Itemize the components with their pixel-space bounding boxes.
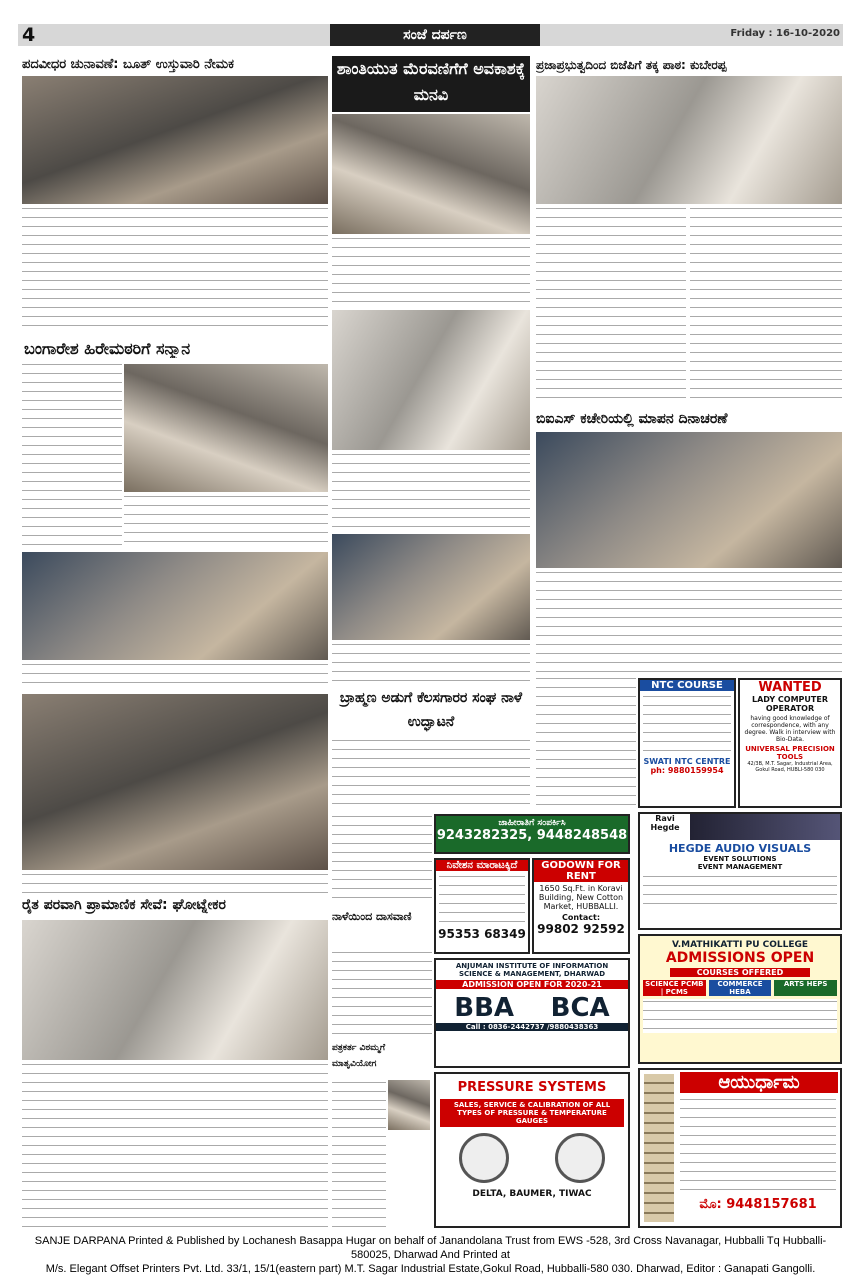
ad-college-science: SCIENCE PCMB | PCMS — [643, 980, 706, 996]
gauge-icon — [459, 1133, 509, 1183]
ad-anjuman-bba: BBA — [454, 993, 515, 1023]
ad-plots-title: ನಿವೇಶನ ಮಾರಾಟಕ್ಕಿದೆ — [436, 860, 528, 871]
article-bis-text — [536, 570, 842, 674]
headline-booth: ಪದವೀಧರ ಚುನಾವಣೆ: ಬೂತ್ ಉಸ್ತುವಾರಿ ನೇಮಕ — [22, 57, 234, 72]
ad-hegde-name: Ravi Hegde — [650, 814, 680, 832]
article-kuberappa-text-2 — [690, 206, 842, 404]
caption-felicitation — [124, 494, 328, 550]
masthead: ಸಂಜೆ ದರ್ಪಣ — [330, 24, 540, 46]
ad-ayur-phone: ಮೊ: 9448157681 — [699, 1197, 817, 1212]
photo-obituary — [388, 1080, 430, 1130]
article-ghotnekar-text — [22, 1062, 328, 1228]
headline-obituary: ಪತ್ರಕರ್ತ ವಿಠಮ್ಮಗೆ ಮಾತೃವಿಯೋಗ — [332, 1043, 386, 1069]
article-cooks-union-text — [332, 738, 530, 810]
stage-image — [690, 814, 840, 840]
issue-date: Friday : 16-10-2020 — [730, 28, 840, 39]
ad-pressure-dist: DELTA, BAUMER, TIWAC — [472, 1189, 592, 1199]
ad-godown-phone: 99802 92592 — [537, 922, 625, 936]
ad-anjuman-name: ANJUMAN INSTITUTE OF INFORMATION SCIENCE & MANAGEMENT, DHARWAD — [455, 962, 609, 978]
ad-wanted-title: WANTED — [758, 680, 822, 695]
caption-women-group — [22, 662, 328, 690]
headline-dasavani: ನಾಳೆಯಿಂದ ದಾಸವಾಣಿ — [332, 910, 412, 923]
footer-imprint — [18, 1234, 843, 1276]
headline-kuberappa: ಪ್ರಜಾಪ್ರಭುತ್ವದಿಂದ ಬಿಜೆಪಿಗೆ ತಕ್ಕ ಪಾಠ: ಕುಬೇರಪ್ಪ — [536, 58, 727, 72]
caption-cm-meeting — [332, 452, 530, 530]
photo-procession — [332, 114, 530, 234]
footer-line-1: SANJE DARPANA Printed & Published by Lochanesh Basappa Hugar on behalf of Janandolana Trust from EWS -528, 3rd Cross Navanagar, Hubballi Tq Hubballi- 580025, Dharwad And Printed at — [34, 1235, 827, 1261]
photo-women-group — [22, 552, 328, 660]
article-booth-text — [22, 206, 328, 334]
ad-wanted-company: UNIVERSAL PRECISION TOOLS — [745, 745, 835, 761]
photo-police-event — [22, 694, 328, 870]
photo-cm-meeting — [332, 310, 530, 450]
ad-college-title: ADMISSIONS OPEN — [665, 950, 815, 966]
ad-college-name: V.MATHIKATTI PU COLLEGE — [671, 940, 809, 950]
ad-godown — [532, 858, 630, 954]
ad-ayur-title: ಆಯುರ್ಧಾಮ — [680, 1072, 838, 1093]
ad-plots — [434, 858, 530, 954]
ad-godown-title: GODOWN FOR RENT — [534, 860, 628, 882]
headline-cooks-union: ಬ್ರಾಹ್ಮಣ ಅಡುಗೆ ಕೆಲಸಗಾರರ ಸಂಘ ನಾಳೆ ಉದ್ಘಾಟನೆ — [339, 690, 523, 730]
ad-college-commerce: COMMERCE HEBA — [709, 980, 772, 996]
ad-anjuman-admission: ADMISSION OPEN FOR 2020-21 — [436, 980, 628, 989]
ad-hegde — [638, 812, 842, 930]
ad-godown-contact: Contact: — [561, 913, 601, 922]
ad-contact-phones: 9243282325, 9448248548 — [436, 828, 628, 843]
photo-indoor-gathering — [332, 534, 530, 640]
article-cooks-continued — [332, 814, 432, 904]
article-dasavani-text — [332, 950, 432, 1036]
photo-kuberappa — [536, 76, 842, 204]
ad-hegde-service-1: EVENT SOLUTIONS — [703, 855, 777, 863]
photo-meeting-hall — [22, 920, 328, 1060]
ad-anjuman-bca: BCA — [550, 993, 610, 1023]
ad-hegde-title: HEGDE AUDIO VISUALS — [668, 842, 812, 855]
page-number: 4 — [22, 24, 36, 46]
photo-felicitation — [124, 364, 328, 492]
ad-college — [638, 934, 842, 1064]
spine-icon — [644, 1074, 674, 1222]
ad-contact-label: ಜಾಹೀರಾತಿಗೆ ಸಂಪರ್ಕಿಸಿ — [498, 818, 566, 828]
headline-ghotnekar: ರೈತ ಪರವಾಗಿ ಪ್ರಾಮಾಣಿಕ ಸೇವೆ: ಘೋಟ್ನೇಕರ — [22, 897, 226, 913]
caption-indoor-gathering — [332, 642, 530, 682]
ad-wanted-address: 42/3B, M.T. Sagar, Industrial Area, Gokul Road, HUBLI-580 030 — [747, 761, 833, 773]
footer-line-2: M/s. Elegant Offset Printers Pvt. Ltd. 33/1, 15/1(eastern part) M.T. Sagar Industrial Estate,Gokul Road, Hubballi-580 030. Dharwad, Editor : Ganapati Gangolli. — [45, 1263, 816, 1275]
ad-wanted-role: LADY COMPUTER OPERATOR — [752, 695, 828, 713]
ad-pressure-body: SALES, SERVICE & CALIBRATION OF ALL TYPES OF PRESSURE & TEMPERATURE GAUGES — [440, 1099, 624, 1127]
headline-procession: ಶಾಂತಿಯುತ ಮೆರವಣಿಗೆಗೆ ಅವಕಾಶಕ್ಕೆ ಮನವಿ — [332, 56, 530, 112]
article-bis-continued — [536, 676, 636, 810]
ad-ntc-title: NTC COURSE — [640, 680, 734, 691]
article-procession-text — [332, 236, 530, 308]
ad-ntc — [638, 678, 736, 808]
article-kuberappa-text-1 — [536, 206, 686, 404]
ad-hegde-service-2: EVENT MANAGEMENT — [697, 863, 783, 871]
ad-godown-body: 1650 Sq.Ft. in Koravi Building, New Cotton Market, HUBBALLI. — [538, 884, 624, 911]
ad-contact — [434, 814, 630, 854]
article-obituary-text — [332, 1080, 386, 1228]
ad-wanted — [738, 678, 842, 808]
ad-wanted-body: having good knowledge of correspondence, with any degree. Walk in interview with Bio-Data. — [744, 715, 836, 743]
headline-bis: ಬಿಐಎಸ್ ಕಚೇರಿಯಲ್ಲಿ ಮಾಪನ ದಿನಾಚರಣೆ — [536, 411, 728, 427]
ad-pressure — [434, 1072, 630, 1228]
ad-college-arts: ARTS HEPS — [774, 980, 837, 996]
headline-bangaresha: ಬಂಗಾರೇಶ ಹಿರೇಮಠರಿಗೆ ಸನ್ಮಾನ — [24, 340, 191, 358]
ad-ntc-name: SWATI NTC CENTRE — [643, 757, 731, 766]
ad-pressure-title: PRESSURE SYSTEMS — [457, 1080, 607, 1095]
ad-ntc-phone: ph: 9880159954 — [650, 766, 724, 775]
ad-college-courses-label: COURSES OFFERED — [670, 968, 810, 977]
ad-anjuman-phone: Call : 0836-2442737 /9880438363 — [436, 1023, 628, 1031]
article-bangaresha-text — [22, 362, 122, 550]
ad-anjuman — [434, 958, 630, 1068]
photo-bis-event — [536, 432, 842, 568]
caption-police-event — [22, 872, 328, 896]
ad-plots-phone: 95353 68349 — [438, 927, 526, 941]
gauge-icon — [555, 1133, 605, 1183]
photo-booth-meeting — [22, 76, 328, 204]
ad-ayurdhama — [638, 1068, 842, 1228]
